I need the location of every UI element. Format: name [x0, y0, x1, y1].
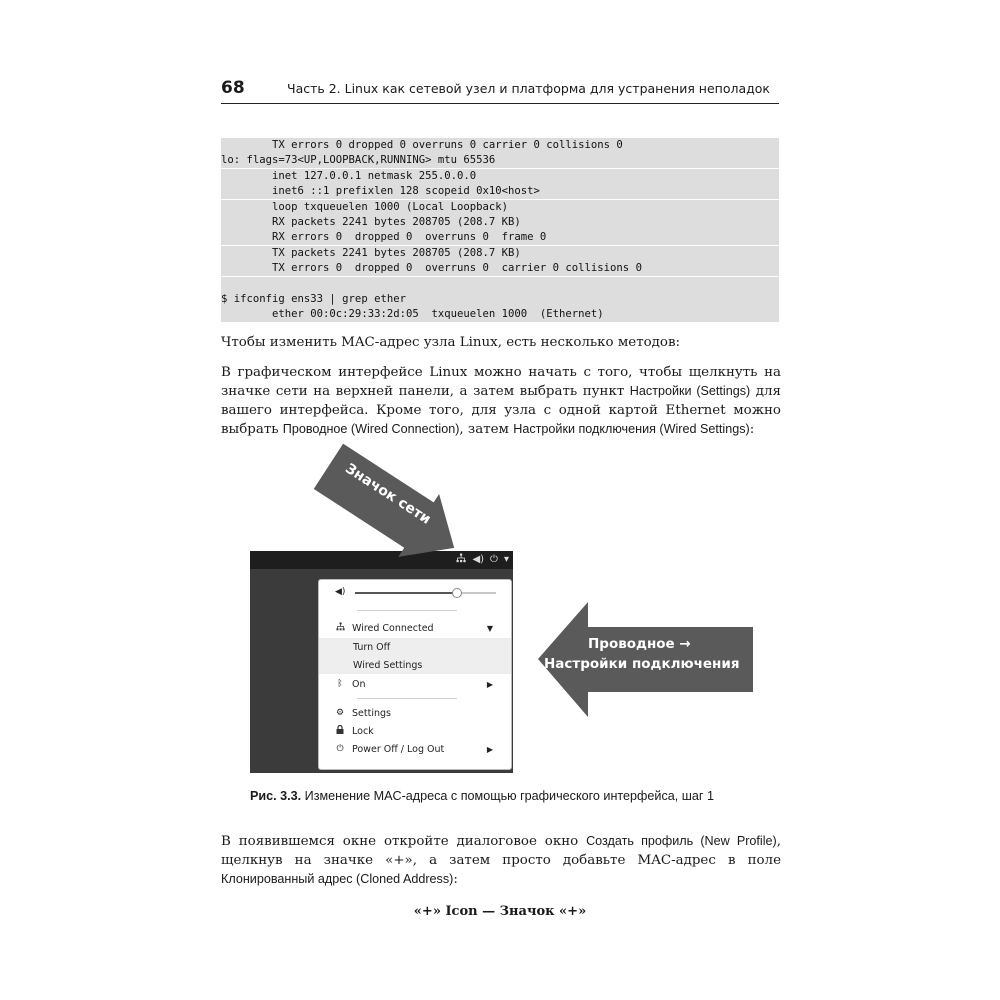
dropdown-icon[interactable]: ▾ [503, 554, 509, 565]
text: : [749, 422, 755, 437]
text: В появившемся окне откройте диалоговое окно [221, 834, 587, 849]
menu-term-wired: Проводное (Wired Connection) [282, 422, 460, 436]
bluetooth-label: On [352, 678, 366, 690]
page-header [221, 78, 779, 104]
callout-wired-line2: Настройки подключения [544, 656, 740, 672]
text: , затем [459, 422, 514, 437]
callout-wired-settings [538, 602, 753, 717]
terminal-output [221, 138, 779, 323]
volume-icon[interactable]: ◀) [472, 554, 485, 565]
figure-caption [250, 789, 714, 803]
figure-screenshot [250, 551, 513, 773]
power-icon: ⏻ [336, 744, 344, 754]
paragraph-new-profile [221, 832, 781, 889]
power-off-item[interactable] [319, 740, 511, 758]
running-title: Часть 2. Linux как сетевой узел и платформа для устранения неполадок [287, 81, 770, 96]
terminal-line: RX packets 2241 bytes 208705 (208.7 KB) [221, 215, 779, 230]
wired-settings-label: Wired Settings [353, 659, 423, 671]
chevron-right-icon: ▶ [486, 744, 493, 754]
terminal-line: lo: flags=73<UP,LOOPBACK,RUNNING> mtu 65536 [221, 153, 779, 168]
chevron-down-icon: ▼ [486, 623, 493, 633]
icon-heading: «+» Icon — Значок «+» [413, 904, 587, 919]
text: В графическом интерфейсе Linux можно начать с того, чтобы щелкнуть на значке сети на верхней панели, а затем выбрать пункт [221, 365, 781, 399]
text: : [453, 872, 458, 887]
bluetooth-icon: ᛒ [337, 679, 343, 689]
menu-term-cloned-address: Клонированный адрес (Cloned Address) [221, 872, 454, 886]
network-icon [335, 622, 345, 634]
menu-term-settings: Настройки (Settings) [629, 384, 751, 398]
volume-slider[interactable] [355, 592, 496, 594]
lock-item[interactable] [319, 722, 511, 740]
wired-connected-label: Wired Connected [352, 622, 434, 634]
settings-item[interactable] [319, 704, 511, 722]
lock-icon [335, 725, 345, 737]
lock-label: Lock [352, 725, 374, 737]
top-panel [250, 551, 513, 569]
separator [357, 698, 457, 699]
page-number: 68 [221, 78, 245, 98]
wired-connected-item[interactable] [319, 619, 511, 637]
terminal-line: RX errors 0 dropped 0 overruns 0 frame 0 [221, 230, 779, 245]
terminal-line: inet 127.0.0.1 netmask 255.0.0.0 [221, 169, 779, 184]
system-menu [318, 579, 512, 770]
turn-off-label: Turn Off [353, 641, 391, 653]
volume-slider-knob[interactable] [452, 588, 462, 598]
terminal-line: ether 00:0c:29:33:2d:05 txqueuelen 1000 (Ethernet) [221, 307, 779, 322]
volume-row[interactable] [319, 583, 511, 601]
paragraph-gui-instructions [221, 363, 781, 439]
power-off-label: Power Off / Log Out [352, 743, 445, 755]
power-icon[interactable]: ⏻ [490, 554, 498, 565]
terminal-line: TX packets 2241 bytes 208705 (208.7 KB) [221, 246, 779, 261]
menu-term-new-profile: Создать профиль (New Profile) [586, 834, 777, 848]
bluetooth-item[interactable] [319, 675, 511, 693]
terminal-line [221, 277, 779, 292]
network-icon[interactable] [456, 553, 466, 568]
gear-icon: ⚙ [335, 708, 345, 718]
terminal-line: $ ifconfig ens33 | grep ether [221, 292, 779, 307]
chevron-right-icon: ▶ [486, 679, 493, 689]
text: для вашего интерфейса. Кроме того, для узла с одной картой Ethernet можно выбрать [221, 384, 781, 437]
terminal-line: TX errors 0 dropped 0 overruns 0 carrier 0 collisions 0 [221, 138, 779, 153]
wired-settings-item[interactable] [319, 656, 511, 674]
text: , щелкнув на значке «+», а затем просто добавьте MAC-адрес в поле [221, 834, 781, 868]
separator [357, 610, 457, 611]
terminal-line: inet6 ::1 prefixlen 128 scopeid 0x10<host> [221, 184, 779, 199]
system-tray[interactable] [456, 553, 509, 568]
caption-label: Рис. 3.3. [250, 789, 302, 803]
volume-slider-fill [355, 592, 457, 594]
turn-off-item[interactable] [319, 638, 511, 656]
terminal-line: loop txqueuelen 1000 (Local Loopback) [221, 200, 779, 215]
callout-wired-line1: Проводное → [588, 636, 691, 652]
callout-network-label: Значок сети [342, 460, 434, 528]
menu-term-wired-settings: Настройки подключения (Wired Settings) [513, 422, 750, 436]
caption-text: Изменение MAC-адреса с помощью графического интерфейса, шаг 1 [301, 789, 714, 803]
settings-label: Settings [352, 707, 391, 719]
terminal-line: TX errors 0 dropped 0 overruns 0 carrier 0 collisions 0 [221, 261, 779, 276]
paragraph-methods: Чтобы изменить MAC-адрес узла Linux, есть несколько методов: [221, 335, 681, 350]
volume-icon: ◀) [335, 587, 346, 597]
